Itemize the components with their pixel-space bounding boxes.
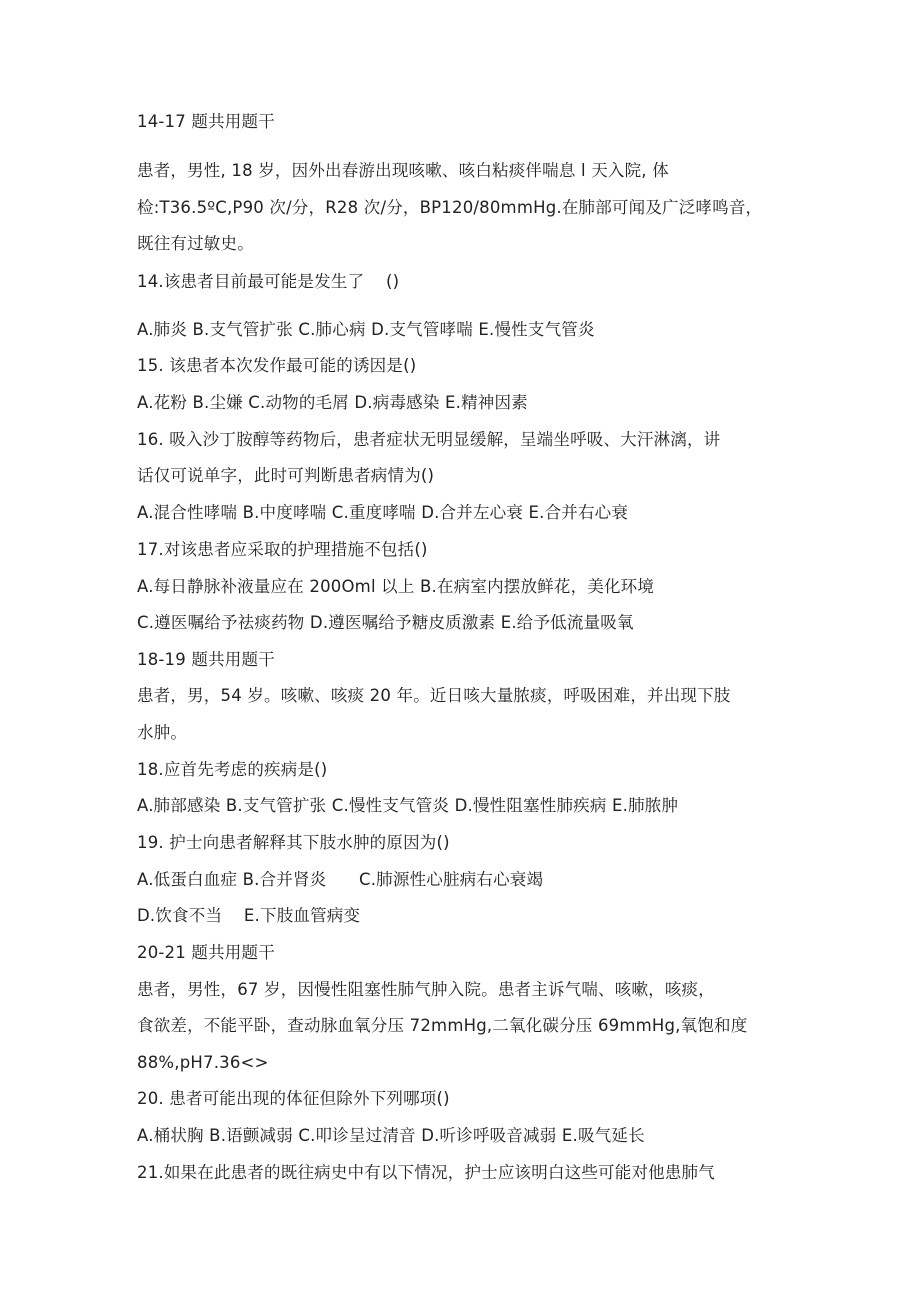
case-stem-line: 水肿。: [137, 723, 188, 742]
question-20: 20. 患者可能出现的体征但除外下列哪项(): [137, 1089, 450, 1108]
options-14: A.肺炎 B.支气管扩张 C.肺心病 D.支气管哮喘 E.慢性支气管炎: [137, 320, 595, 339]
options-18: A.肺部感染 B.支气管扩张 C.慢性支气管炎 D.慢性阻塞性肺疾病 E.肺脓肿: [137, 796, 679, 815]
options-20: A.桶状胸 B.语颤减弱 C.叩诊呈过清音 D.听诊呼吸音减弱 E.吸气延长: [137, 1126, 645, 1145]
question-15: 15. 该患者本次发作最可能的诱因是(): [137, 356, 417, 375]
case-stem-line: 患者，男，54 岁。咳嗽、咳痰 20 年。近日咳大量脓痰，呼吸困难，并出现下肢: [137, 686, 731, 705]
question-21: 21.如果在此患者的既往病史中有以下情况，护士应该明白这些可能对他患肺气: [137, 1163, 715, 1182]
question-17: 17.对该患者应采取的护理措施不包括(): [137, 540, 428, 559]
options-19-cont: D.饮食不当 E.下肢血管病变: [137, 906, 361, 925]
section-heading-20-21: 20-21 题共用题干: [137, 943, 275, 962]
case-stem-line: 既往有过敏史。: [137, 234, 254, 253]
section-heading-14-17: 14-17 题共用题干: [137, 112, 275, 131]
question-19: 19. 护士向患者解释其下肢水肿的原因为(): [137, 833, 450, 852]
case-stem-line: 检:T36.5ºC,P90 次/分，R28 次/分，BP120/80mmHg.在肺部可闻及广泛哮鸣音，: [137, 198, 763, 217]
question-14: 14.该患者目前最可能是发生了 (): [137, 272, 400, 291]
options-17-cont: C.遵医嘱给予祛痰药物 D.遵医嘱给予糖皮质激素 E.给予低流量吸氧: [137, 613, 634, 632]
options-16: A.混合性哮喘 B.中度哮喘 C.重度哮喘 D.合并左心衰 E.合并右心衰: [137, 503, 629, 522]
question-18: 18.应首先考虑的疾病是(): [137, 760, 328, 779]
section-heading-18-19: 18-19 题共用题干: [137, 650, 275, 669]
case-stem-line: 食欲差，不能平卧，查动脉血氧分压 72mmHg,二氧化碳分压 69mmHg,氧饱和度: [137, 1016, 748, 1035]
case-stem-line: 患者，男性, 18 岁，因外出春游出现咳嗽、咳白粘痰伴喘息 l 天入院, 体: [137, 161, 669, 180]
options-17: A.每日静脉补液量应在 200Oml 以上 B.在病室内摆放鲜花，美化环境: [137, 577, 655, 596]
options-19: A.低蛋白血症 B.合并肾炎 C.肺源性心脏病右心衰竭: [137, 870, 544, 889]
options-15: A.花粉 B.尘嫌 C.动物的毛屑 D.病毒感染 E.精神因素: [137, 393, 528, 412]
case-stem-line: 88%,pH7.36<>: [137, 1053, 269, 1072]
case-stem-line: 患者，男性，67 岁，因慢性阻塞性肺气肿入院。患者主诉气喘、咳嗽，咳痰，: [137, 980, 715, 999]
question-16-cont: 话仅可说单字，此时可判断患者病情为(): [137, 466, 435, 485]
question-16: 16. 吸入沙丁胺醇等药物后，患者症状无明显缓解，呈端坐呼吸、大汗淋漓，讲: [137, 430, 721, 449]
